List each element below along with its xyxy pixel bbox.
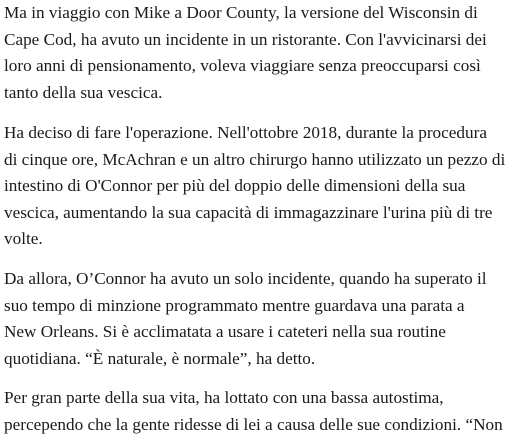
paragraph-2-line-1: Ha deciso di fare l'operazione. Nell'ottobre 2018, durante la procedura xyxy=(4,123,487,142)
paragraph-3-line-2: suo tempo di minzione programmato mentre guardava una parata a xyxy=(4,295,465,315)
paragraph-3-line-1: Da allora, O’Connor ha avuto un solo incidente, quando ha superato il xyxy=(4,269,487,288)
paragraph-3-line-3: New Orleans. Si è acclimatata a usare i cateteri nella sua routine xyxy=(4,322,446,341)
paragraph-1-line-2: Cape Cod, ha avuto un incidente in un ristorante. Con l'avvicinarsi dei xyxy=(4,29,487,49)
paragraph-1-line-4: tanto della sua vescica. xyxy=(4,82,163,102)
article-paragraph-1 xyxy=(4,0,487,106)
paragraph-2-line-2: di cinque ore, McAchran e un altro chirurgo hanno utilizzato un pezzo di xyxy=(4,149,506,169)
paragraph-2-line-4: vescica, aumentando la sua capacità di immagazzinare l'urina più di tre xyxy=(4,202,493,222)
paragraph-1-line-3: loro anni di pensionamento, voleva viaggiare senza preoccuparsi così xyxy=(4,56,481,75)
paragraph-2-line-5: volte. xyxy=(4,229,43,248)
paragraph-4-line-2: percependo che la gente ridesse di lei a causa delle sue condizioni. “Non xyxy=(4,414,503,434)
paragraph-2-line-3: intestino di O'Connor per più del doppio delle dimensioni della sua xyxy=(4,176,466,195)
paragraph-1-line-1: Ma in viaggio con Mike a Door County, la versione del Wisconsin di xyxy=(4,3,478,22)
paragraph-3-line-4: quotidiana. “È naturale, è normale”, ha detto. xyxy=(4,348,316,368)
article-paragraph-3 xyxy=(4,266,487,372)
paragraph-4-line-1: Per gran parte della sua vita, ha lottato con una bassa autostima, xyxy=(4,388,444,407)
article-paragraph-2 xyxy=(4,120,505,253)
article-paragraph-4 xyxy=(4,385,503,438)
